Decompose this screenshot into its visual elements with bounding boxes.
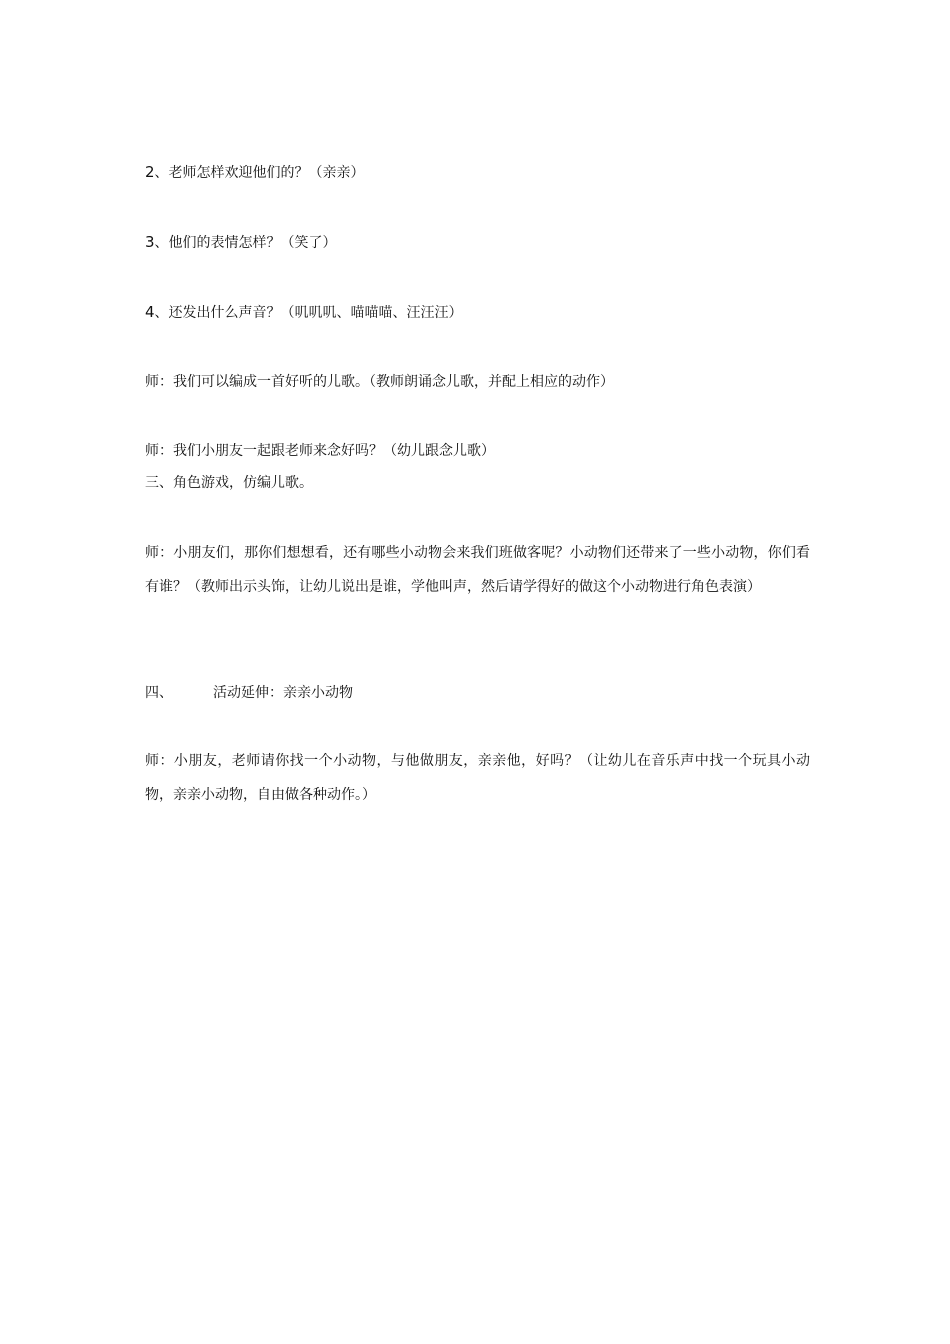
teacher-paragraph-4: 师：小朋友，老师请你找一个小动物，与他做朋友，亲亲他，好吗？（让幼儿在音乐声中找一个玩具小动物，亲亲小动物，自由做各种动作。） — [145, 753, 810, 803]
question-text: 、他们的表情怎样？（笑了） — [154, 235, 337, 251]
question-text: 、还发出什么声音？（叽叽叽、喵喵喵、汪汪汪） — [154, 305, 463, 321]
question-3 — [145, 232, 825, 253]
teacher-line-2: 师：我们小朋友一起跟老师来念好吗？（幼儿跟念儿歌） — [145, 443, 495, 459]
question-number: 4 — [145, 303, 155, 321]
question-number: 2 — [145, 163, 155, 181]
teacher-line-1: 师：我们可以编成一首好听的儿歌。（教师朗诵念儿歌，并配上相应的动作） — [145, 374, 614, 390]
question-text: 、老师怎样欢迎他们的？（亲亲） — [154, 165, 365, 181]
question-2 — [145, 162, 825, 183]
section-number: 四、 — [145, 685, 173, 701]
teacher-paragraph-3: 师：小朋友们，那你们想想看，还有哪些小动物会来我们班做客呢？小动物们还带来了一些小动物，你们看有谁？（教师出示头饰，让幼儿说出是谁，学他叫声，然后请学得好的做这个小动物进行角色表演） — [145, 545, 810, 595]
question-number: 3 — [145, 233, 155, 251]
section-title: 活动延伸：亲亲小动物 — [213, 685, 353, 701]
section-4-heading — [145, 683, 825, 703]
section-3-heading: 三、角色游戏，仿编儿歌。 — [145, 475, 313, 491]
question-4 — [145, 302, 825, 323]
